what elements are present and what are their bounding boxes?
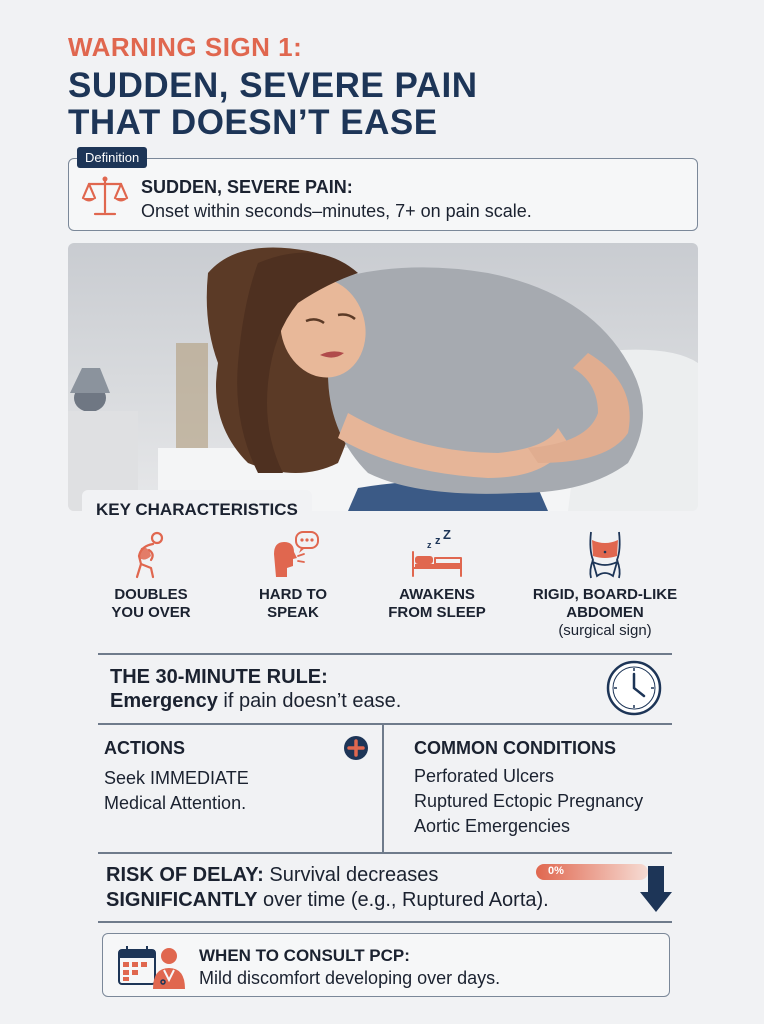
- warning-eyebrow: WARNING SIGN 1:: [68, 32, 303, 62]
- risk-body-1: Survival decreases: [263, 864, 439, 886]
- risk-body-2: over time (e.g., Ruptured Aorta).: [257, 889, 549, 911]
- rule-emphasis: Emergency: [110, 690, 218, 712]
- vertical-divider: [382, 724, 384, 852]
- characteristic-doubles-over: [86, 530, 216, 622]
- risk-emphasis: SIGNIFICANTLY: [106, 889, 258, 911]
- plus-icon: [343, 735, 369, 761]
- sleep-bed-icon: [409, 530, 465, 580]
- pcp-text: Mild discomfort developing over days.: [199, 968, 501, 988]
- characteristic-line-2: FROM SLEEP: [388, 604, 486, 621]
- conditions-list: [414, 764, 643, 839]
- characteristic-label: [228, 586, 358, 622]
- characteristic-line-1: RIGID, BOARD-LIKE: [532, 586, 678, 603]
- actions-title: ACTIONS: [104, 738, 185, 758]
- scale-icon: [81, 174, 129, 218]
- actions-line-1: Seek IMMEDIATE: [104, 768, 249, 788]
- characteristic-line-1: DOUBLES: [114, 586, 188, 603]
- characteristic-awakens: [372, 530, 502, 622]
- header: [68, 32, 478, 141]
- svg-text:z: z: [427, 540, 432, 550]
- risk-bar-label: 0%: [548, 865, 564, 877]
- title-line-1: SUDDEN, SEVERE PAIN: [68, 66, 478, 105]
- divider: [98, 921, 672, 923]
- divider: [98, 852, 672, 854]
- divider: [98, 653, 672, 655]
- risk-label: RISK OF DELAY:: [106, 864, 264, 886]
- characteristic-line-1: AWAKENS: [399, 586, 475, 603]
- actions-text: [104, 766, 249, 816]
- characteristic-hard-to-speak: [228, 530, 358, 622]
- pcp-title: WHEN TO CONSULT PCP:: [199, 946, 410, 965]
- condition-item: Aortic Emergencies: [414, 816, 571, 836]
- definition-tag: Definition: [77, 147, 147, 168]
- photo-illustration: [68, 243, 698, 511]
- woman-in-pain-photo: [68, 243, 698, 511]
- risk-line-2: [106, 888, 549, 913]
- risk-line-1: [106, 863, 549, 888]
- characteristic-subtext: (surgical sign): [558, 622, 652, 639]
- definition-term: SUDDEN, SEVERE PAIN:: [141, 177, 353, 197]
- pcp-box: [102, 933, 670, 997]
- characteristic-label: [520, 586, 690, 622]
- characteristic-line-2: ABDOMEN: [566, 604, 644, 621]
- characteristic-line-2: SPEAK: [267, 604, 319, 621]
- definition-box: [68, 158, 698, 231]
- calendar-doctor-icon: [117, 942, 187, 990]
- characteristic-rigid-abdomen: [520, 530, 690, 639]
- risk-text: [106, 863, 549, 913]
- characteristic-line-2: YOU OVER: [111, 604, 191, 621]
- rule-body: if pain doesn’t ease.: [217, 690, 402, 712]
- svg-text:z: z: [435, 535, 441, 547]
- rule-title: THE 30-MINUTE RULE:: [110, 666, 328, 688]
- page-title: [68, 67, 478, 141]
- speech-difficulty-icon: [266, 530, 320, 580]
- characteristic-line-1: HARD TO: [258, 586, 328, 603]
- risk-graphic: [536, 862, 676, 919]
- doubled-over-person-icon: [131, 530, 171, 580]
- condition-item: Ruptured Ectopic Pregnancy: [414, 791, 644, 811]
- definition-text: Onset within seconds–minutes, 7+ on pain scale.: [141, 201, 532, 221]
- abdomen-icon: [583, 530, 627, 580]
- conditions-title: COMMON CONDITIONS: [414, 738, 616, 758]
- condition-item: Perforated Ulcers: [414, 766, 555, 786]
- rule-text: [110, 690, 401, 713]
- svg-text:Z: Z: [443, 530, 451, 542]
- clock-icon: [606, 660, 662, 716]
- divider: [98, 723, 672, 725]
- characteristic-label: [86, 586, 216, 622]
- key-characteristics-heading: KEY CHARACTERISTICS: [82, 490, 312, 526]
- title-line-2: THAT DOESN’T EASE: [68, 103, 438, 142]
- characteristic-label: [372, 586, 502, 622]
- actions-line-2: Medical Attention.: [104, 793, 247, 813]
